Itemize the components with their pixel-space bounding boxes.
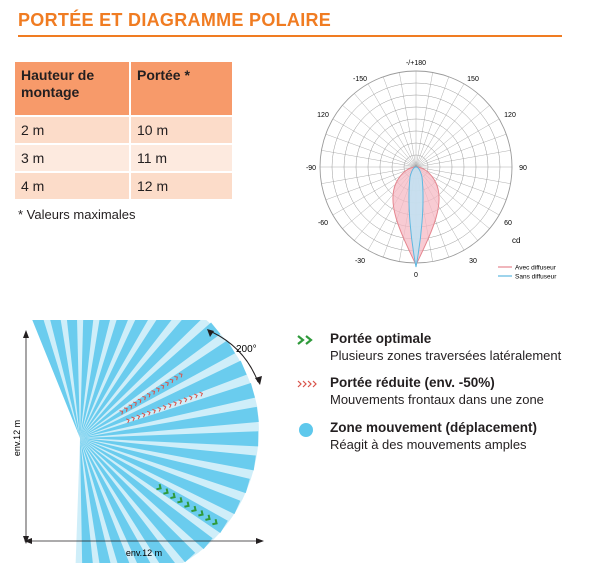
angle-label-upper-right: 120 [504,112,516,119]
cell-height: 2 m [15,116,130,144]
width-arrow-right-icon [256,538,264,544]
angle-label-bottom: 0 [414,272,418,279]
legend-description: Mouvements frontaux dans une zone [330,392,544,407]
table-header-row [15,62,232,116]
coverage-zone-rays [27,320,259,563]
header-mounting-height: Hauteur de montage [15,62,130,116]
footnote: * Valeurs maximales [18,207,136,222]
cell-height: 4 m [15,172,130,199]
legend-label-with-diffuser: Avec diffuseur [515,264,556,272]
angle-label-top-right: 150 [467,76,479,83]
angle-label-top: -/+180 [405,60,427,67]
height-arrow-top-icon [23,330,29,338]
coverage-fan-diagram [0,320,290,563]
angle-label-mid-right: 90 [519,165,527,172]
width-label: env.12 m [125,548,163,558]
angle-label-mid-left: -90 [305,165,317,172]
blue-dot-icon [298,422,314,438]
legend-motion-zone [330,419,537,453]
legend-title: Zone mouvement (déplacement) [330,420,538,435]
angle-label-upper-left: 120 [317,112,329,119]
cell-range: 10 m [130,116,232,144]
header-range: Portée * [130,62,232,116]
cell-range: 12 m [130,172,232,199]
red-chevrons-icon [296,378,320,390]
table-row [15,116,232,144]
unit-label: cd [512,236,521,245]
title-rule [18,35,562,37]
page-title: PORTÉE ET DIAGRAMME POLAIRE [18,10,332,30]
table-row [15,172,232,199]
legend-label-without-diffuser: Sans diffuseur [515,273,557,281]
legend-title: Portée optimale [330,331,432,346]
angle-label: 200° [236,344,257,355]
angle-label-lower-right: 60 [504,220,512,227]
angle-label-bottom-left: -30 [354,258,366,265]
angle-label-bottom-right: 30 [469,258,477,265]
polar-diagram [290,55,580,290]
legend-title: Portée réduite (env. -50%) [330,375,495,390]
table-row [15,144,232,172]
legend-description: Réagit à des mouvements amples [330,437,527,452]
cell-range: 11 m [130,144,232,172]
legend-reduced-range [330,374,544,408]
range-table [15,62,232,199]
angle-label-top-left: -150 [352,76,368,83]
green-chevrons-icon [296,334,320,346]
cell-height: 3 m [15,144,130,172]
height-label: env.12 m [12,419,22,457]
legend-optimal-range [330,330,561,364]
legend-description: Plusieurs zones traversées latéralement [330,348,562,363]
angle-label-lower-left: -60 [317,220,329,227]
